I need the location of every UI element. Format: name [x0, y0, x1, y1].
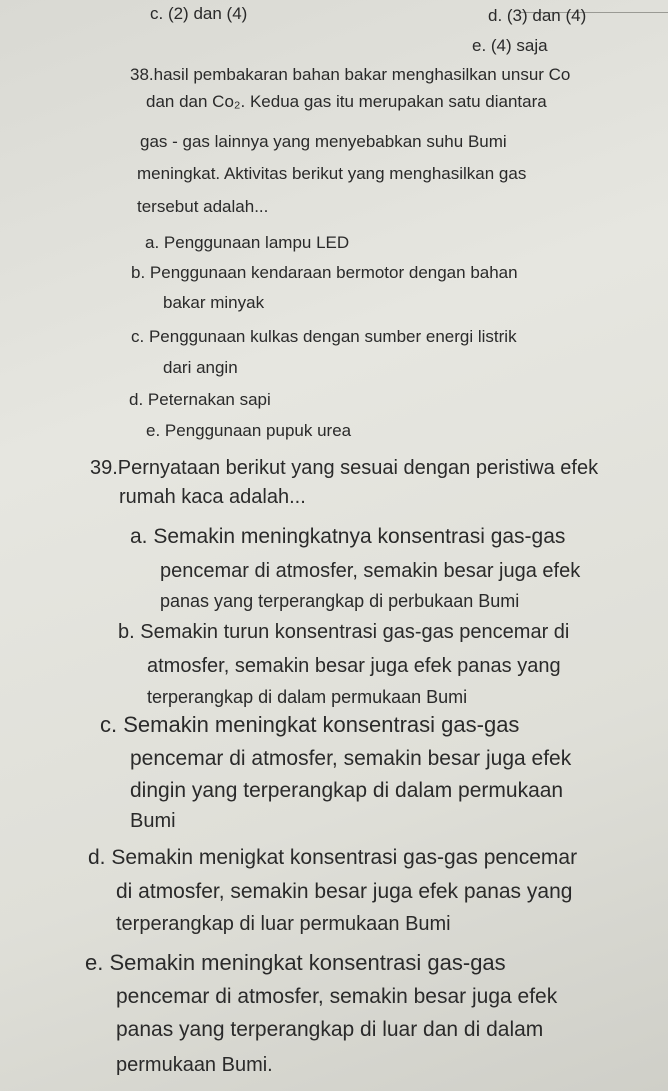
q39-option-a-line-2: pencemar di atmosfer, semakin besar juga efek	[160, 560, 581, 582]
q39-option-c-line-4: Bumi	[130, 810, 176, 832]
option-d-prev: d. (3) dan (4)	[488, 6, 587, 25]
q38-option-b-line-2: bakar minyak	[163, 293, 265, 312]
q38-option-e: e. Penggunaan pupuk urea	[146, 421, 352, 440]
q39-option-b-line-2: atmosfer, semakin besar juga efek panas yang	[147, 655, 561, 677]
q39-option-e-line-3: panas yang terperangkap di luar dan di dalam	[116, 1018, 544, 1041]
q39-option-c-line-2: pencemar di atmosfer, semakin besar juga efek	[130, 747, 572, 770]
option-c-prev: c. (2) dan (4)	[150, 4, 248, 23]
q39-option-a-line-3: panas yang terperangkap di perbukaan Bumi	[160, 591, 520, 611]
q38-option-c-line-2: dari angin	[163, 358, 238, 377]
q39-stem-line-1: 39.Pernyataan berikut yang sesuai dengan peristiwa efek	[90, 457, 599, 479]
q38-stem-line-2: dan dan Co₂. Kedua gas itu merupakan satu diantara	[146, 92, 547, 111]
q39-stem-line-2: rumah kaca adalah...	[119, 486, 306, 508]
q39-option-e-line-2: pencemar di atmosfer, semakin besar juga efek	[116, 985, 558, 1008]
q39-option-e-line-4: permukaan Bumi.	[116, 1054, 273, 1076]
option-e-prev: e. (4) saja	[472, 36, 548, 55]
q38-stem-line-1: 38.hasil pembakaran bahan bakar menghasilkan unsur Co	[130, 65, 571, 84]
q39-option-e-line-1: e. Semakin meningkat konsentrasi gas-gas	[85, 950, 506, 975]
q38-option-d: d. Peternakan sapi	[129, 390, 271, 409]
q38-stem-line-5: tersebut adalah...	[137, 197, 269, 216]
q38-stem-line-4: meningkat. Aktivitas berikut yang menghasilkan gas	[137, 164, 527, 183]
q39-option-c-line-3: dingin yang terperangkap di dalam permukaan	[130, 779, 564, 802]
q38-option-a: a. Penggunaan lampu LED	[145, 233, 350, 252]
q39-option-a-line-1: a. Semakin meningkatnya konsentrasi gas-gas	[130, 525, 566, 548]
q38-option-c-line-1: c. Penggunaan kulkas dengan sumber energi listrik	[131, 327, 517, 346]
q39-option-b-line-3: terperangkap di dalam permukaan Bumi	[147, 687, 468, 707]
q39-option-c-line-1: c. Semakin meningkat konsentrasi gas-gas	[100, 712, 520, 737]
q39-option-d-line-3: terperangkap di luar permukaan Bumi	[116, 913, 451, 935]
q38-stem-line-3: gas - gas lainnya yang menyebabkan suhu Bumi	[140, 132, 507, 151]
q38-option-b-line-1: b. Penggunaan kendaraan bermotor dengan bahan	[131, 263, 518, 282]
q39-option-d-line-1: d. Semakin menigkat konsentrasi gas-gas pencemar	[88, 846, 578, 869]
q39-option-d-line-2: di atmosfer, semakin besar juga efek panas yang	[116, 880, 573, 903]
q39-option-b-line-1: b. Semakin turun konsentrasi gas-gas pencemar di	[118, 621, 570, 643]
